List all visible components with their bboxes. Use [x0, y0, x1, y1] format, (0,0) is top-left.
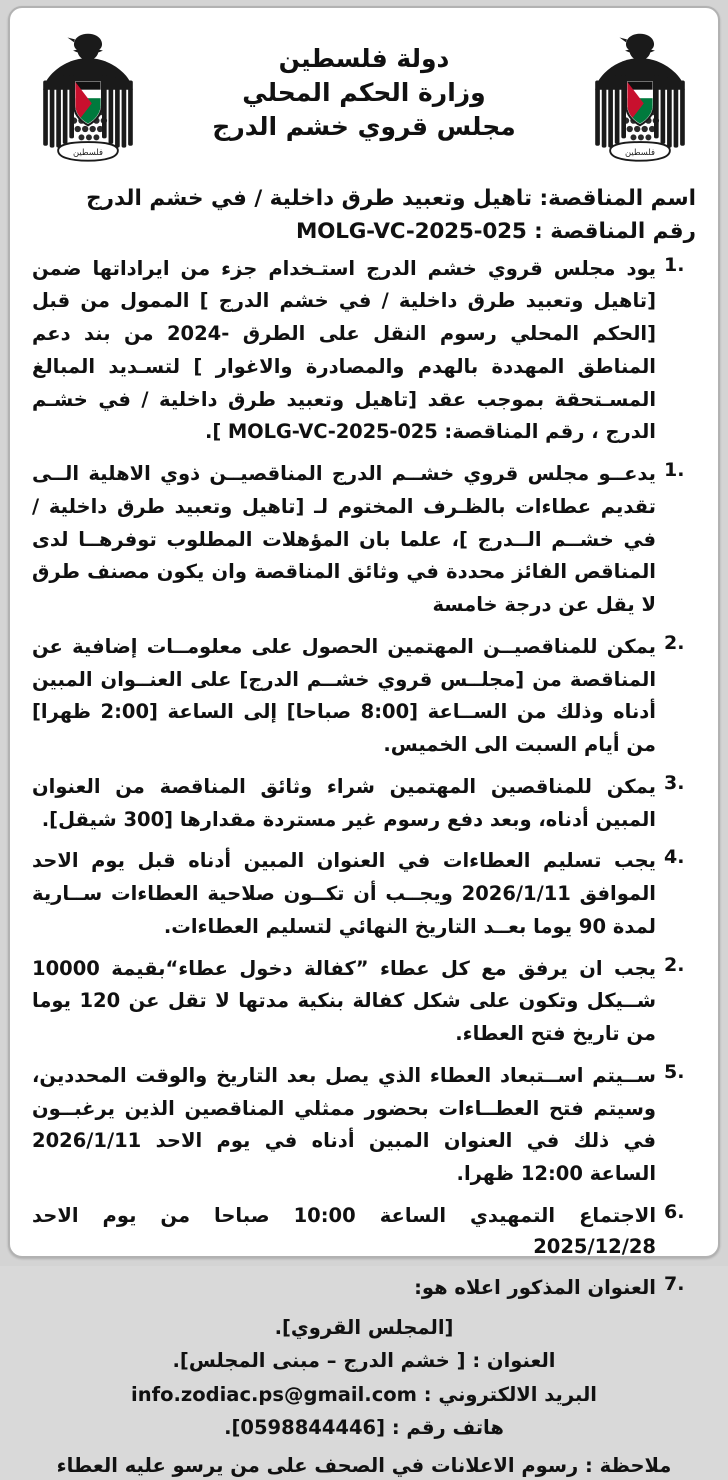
list-item — [32, 845, 696, 943]
ministry-name: وزارة الحكم المحلي — [242, 77, 486, 107]
list-item — [32, 1200, 696, 1263]
list-item — [32, 253, 696, 450]
clause-text: ســيتم اســتبعاد العطاء الذي يصل بعد التاريخ والوقت المحددين، وسيتم فتح العطــاءات بحضور ممثلي المناقصين الذين يرغبــون في ذلك في العنوان المبين أدناه في يوم الاحد 2026/1/11 الساعة 12:00 ظهرا. — [32, 1063, 656, 1186]
list-item — [32, 771, 696, 837]
clause-number: 2. — [664, 631, 685, 654]
clause-text: يود مجلس قروي خشم الدرج استـخدام جزء من ايراداتها ضمن [تاهيل وتعبيد طرق داخلية / في خشم الدرج ] الممول من قبل [الحكم المحلي رسوم النقل على الطرق -2024 من بند دعم المناطق المهددة بالهدم والمصادرة والاغوار ] لتسـديد المبالغ المسـتحقة بموجب عقد [تاهيل وتعبيد طرق داخلية / في خشـم الدرج ، رقم المناقصة: MOLG-VC-2025-025 ]. — [32, 256, 657, 444]
clause-number: 1. — [664, 253, 685, 276]
email-value[interactable]: info.zodiac.ps@gmail.com — [131, 1382, 417, 1406]
phone-label: هاتف رقم : — [391, 1416, 504, 1440]
phone-row — [32, 1411, 696, 1445]
phone-value: [0598844446]. — [224, 1416, 386, 1440]
tender-number-label: رقم المناقصة : — [534, 219, 696, 245]
clause-number: 6. — [664, 1200, 685, 1223]
list-item — [32, 953, 696, 1051]
clause-number: 2. — [664, 953, 685, 976]
clause-number: 5. — [664, 1060, 685, 1083]
email-row — [32, 1378, 696, 1412]
list-item — [32, 631, 696, 762]
address-block — [32, 1311, 696, 1445]
clause-number: 7. — [664, 1273, 685, 1296]
svg-text:فلسطين: فلسطين — [624, 147, 656, 158]
svg-text:فلسطين: فلسطين — [72, 147, 104, 158]
document-header — [32, 26, 696, 176]
state-name: دولة فلسطين — [278, 44, 450, 73]
email-label: البريد الالكتروني : — [423, 1382, 597, 1406]
tender-name: اسم المناقصة: تاهيل وتعبيد طرق داخلية / في خشم الدرج — [86, 186, 696, 211]
tender-heading — [32, 182, 696, 249]
palestine-eagle-emblem-right — [584, 26, 696, 176]
announcement-card — [8, 6, 720, 1477]
clause-text: يمكن للمناقصيــن المهتمين الحصول على معلومــات إضافية عن المناقصة من [مجلــس قروي خشــم الدرج] على العنــوان المبين أدناه وذلك من الســاعة [8:00 صباحا] إلى الساعة [2:00 ظهرا] من أيام السبت الى الخميس. — [32, 634, 656, 757]
footer-note: ملاحظة : رسوم الاعلانات في الصحف على من يرسو عليه العطاء — [56, 1453, 672, 1477]
palestine-eagle-emblem-left — [32, 26, 144, 176]
tender-number-row — [36, 215, 696, 248]
list-item — [32, 458, 696, 622]
clause-text: يدعــو مجلس قروي خشــم الدرج المناقصيــن ذوي الاهلية الــى تقديم عطاءات بالظـرف المختوم لـ [تاهيل وتعبيد طرق داخلية / في خشــم الــدرج ]، علما بان المؤهلات المطلوب توفرهــا لدى المناقص الفائز محددة في وثائق المناقصة وان يكون مصنف طرق لا يقل عن درجة خامسة — [32, 462, 656, 617]
tender-number-value: MOLG-VC-2025-025 — [295, 219, 527, 245]
tender-clause-list — [32, 253, 696, 1304]
organization-titles — [144, 26, 584, 143]
clause-text: الاجتماع التمهيدي الساعة 10:00 صباحا من يوم الاحد 2025/12/28 — [32, 1203, 657, 1259]
clause-number: 4. — [664, 846, 685, 869]
list-item — [32, 1060, 696, 1191]
list-item — [32, 1272, 696, 1304]
clause-text: يجب تسليم العطاءات في العنوان المبين أدناه قبل يوم الاحد الموافق 2026/1/11 ويجــب أن تكــون صلاحية العطاءات ســارية لمدة 90 يوما بعــد التاريخ النهائي لتسليم العطاءات. — [32, 849, 656, 938]
street-address-line: العنوان : [ خشم الدرج – مبنى المجلس]. — [172, 1349, 556, 1373]
clause-text: يجب ان يرفق مع كل عطاء ”كفالة دخول عطاء“بقيمة 10000 شــيكل وتكون على شكل كفالة بنكية مدتها لا تقل عن 120 يوما من تاريخ فتح العطاء. — [32, 956, 656, 1046]
clause-number: 3. — [664, 771, 685, 794]
council-name: مجلس قروي خشم الدرج — [212, 111, 516, 141]
clause-text: يمكن للمناقصين المهتمين شراء وثائق المناقصة من العنوان المبين أدناه، وبعد دفع رسوم غير مستردة مقدارها [300 شيقل]. — [32, 774, 656, 831]
clause-number: 1. — [664, 459, 685, 482]
council-address-value: [المجلس القروي]. — [274, 1315, 454, 1339]
clause-text: العنوان المذكور اعلاه هو: — [414, 1276, 656, 1300]
